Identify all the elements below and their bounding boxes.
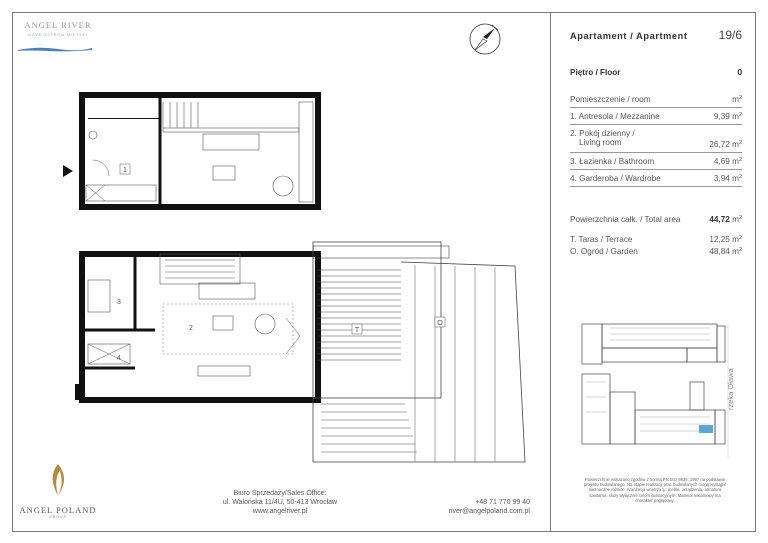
site-location-map (580, 322, 745, 460)
room-label: 4. Garderoba / Wardrobe (570, 174, 661, 183)
contact-phone[interactable]: +48 71 770 99 40 (475, 499, 530, 506)
floor-plan (55, 90, 535, 470)
ground-floor-plan (75, 254, 318, 400)
angel-poland-logo (18, 462, 98, 524)
mezzanine-plan (63, 95, 318, 207)
brand-swoosh-icon (18, 46, 92, 52)
floor-row (570, 68, 742, 77)
garden-label: O. Ogród / Garden (570, 247, 638, 256)
north-compass-icon (468, 22, 502, 56)
room-label-1: 1 (123, 167, 127, 174)
office-website-link[interactable]: www.angelriver.pl (252, 508, 308, 515)
total-area-label: Powierzchnia całk. / Total area (570, 215, 681, 224)
rooms-header-row (570, 95, 742, 104)
room-label: 1. Antresola / Mezzanine (570, 112, 660, 121)
row-divider (570, 124, 742, 125)
room-area: 4,69 $m^2$ (713, 157, 742, 166)
room-label: 2. Pokój dzienny / (570, 129, 635, 138)
flame-logo-icon (48, 462, 68, 498)
room-area: 3,94 $m^2$ (713, 174, 742, 183)
terrace-row (570, 235, 742, 244)
row-divider (570, 152, 742, 153)
angel-river-logo (18, 20, 98, 62)
room-label-2: 2 (189, 325, 193, 332)
rooms-header-label: Pomieszczenie / room (570, 95, 651, 104)
room-row-3 (570, 157, 742, 166)
row-divider (570, 107, 742, 108)
office-address: ul. Walońska 11/4U, 50-413 Wrocław (222, 499, 338, 506)
terrace-garden-plan (313, 242, 525, 462)
floor-value: 0 (737, 68, 742, 77)
room-row-2 (570, 129, 742, 151)
contact-info (420, 498, 530, 516)
total-area-value: 44,72 $m^2$ (709, 215, 742, 224)
terrace-label: T (354, 327, 360, 334)
room-row-4 (570, 174, 742, 183)
company-tag: GROUP (49, 515, 67, 519)
panel-divider (550, 12, 551, 532)
row-divider (570, 169, 742, 170)
terrace-label: T. Taras / Terrace (570, 235, 633, 244)
floor-label: Piętro / Floor (570, 68, 621, 77)
garden-label: O (437, 320, 443, 327)
room-label-secondary: Living room (579, 138, 622, 147)
apartment-number: 19/6 (718, 28, 742, 42)
brand-name: ANGEL RIVER (24, 20, 92, 30)
room-row-1 (570, 112, 742, 121)
apartment-location-marker (699, 425, 713, 433)
room-area: 9,39 $m^2$ (713, 112, 742, 121)
river-label: rzeka Oława (726, 368, 735, 410)
room-label-4: 4 (117, 355, 121, 362)
legal-notice: Powierzchnie wskazano zgodnie z normą PN ISO 9836: 1997 na podstawie projektu budowlanego. Na etapie realizacji prac budowlanych mogą wystąpić nieznaczne różnice. Aranżacja wnętrza tj.: meble, urządzenia, armatura sanitarna, służy wyłącznie celom ilustracyjnym. Materiał reklamowy ma charakter poglądowy. (583, 477, 727, 503)
apartment-title: Apartament / Apartment (570, 31, 688, 41)
garden-row (570, 247, 742, 256)
company-name: ANGEL POLAND (19, 505, 97, 515)
garden-area: 48,84 $m^2$ (709, 247, 742, 256)
room-label-3: 3 (117, 299, 121, 306)
brand-tagline: NOVA OSTROW MIEJSKI (28, 33, 88, 37)
office-label: Biuro Sprzedaży/Sales Office: (233, 490, 327, 497)
row-divider (570, 186, 742, 187)
room-label: 3. Łazienka / Bathroom (570, 157, 655, 166)
room-area: 26,72 $m^2$ (709, 140, 742, 149)
contact-email-link[interactable]: river@angelpoland.com.pl (448, 508, 530, 515)
total-area-row (570, 215, 742, 224)
sales-office-info (220, 489, 340, 516)
terrace-area: 12,25 $m^2$ (709, 235, 742, 244)
rooms-header-unit: $m^2$ (732, 95, 742, 104)
